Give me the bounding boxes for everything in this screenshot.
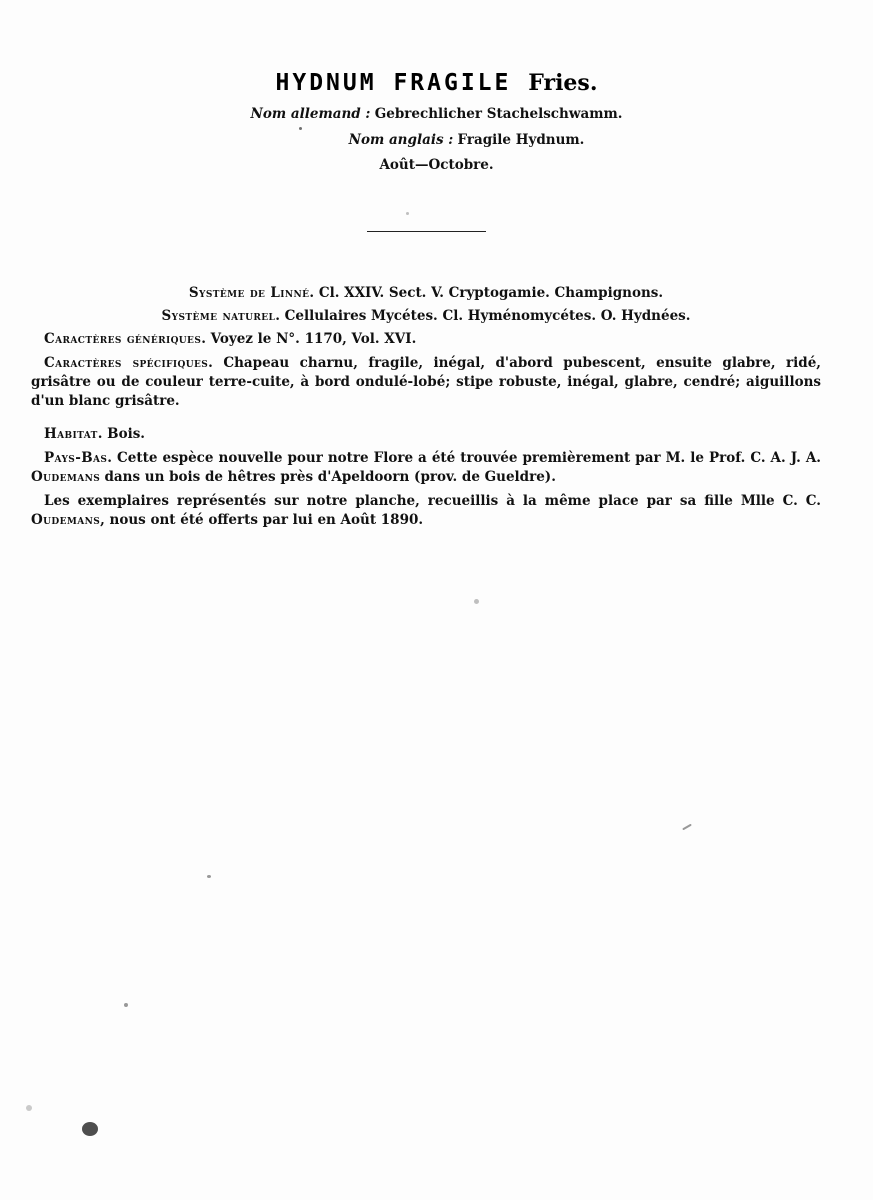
linne-classification bbox=[31, 284, 821, 303]
species-title bbox=[0, 70, 873, 96]
species-name: HYDNUM FRAGILE bbox=[275, 70, 512, 96]
distribution-text-before: Cette espèce nouvelle pour notre Flore a été trouvée premièrement par M. le Prof. C. A. J. A. bbox=[117, 450, 821, 466]
specimens-person: Oudemans, bbox=[31, 512, 106, 528]
ink-speck bbox=[207, 875, 211, 878]
specimens-paragraph bbox=[31, 492, 821, 530]
linne-label: Système de Linné. bbox=[188, 285, 315, 301]
specific-text: Chapeau charnu, fragile, inégal, d'abord pubescent, ensuite glabre, ridé, grisâtre ou de couleur terre-cuite, à bord ondulé-lobé; stipe robuste, inégal, glabre, cendré; aiguillons d'un blanc grisâtre. bbox=[31, 355, 821, 409]
habitat bbox=[44, 425, 834, 444]
section-divider bbox=[367, 231, 486, 232]
german-name-value: Gebrechlicher Stachelschwamm. bbox=[374, 106, 623, 122]
english-name-line bbox=[0, 132, 873, 148]
ink-speck bbox=[82, 1122, 98, 1136]
ink-speck bbox=[26, 1105, 32, 1111]
english-name-value: Fragile Hydnum. bbox=[457, 132, 585, 148]
ink-speck bbox=[124, 1003, 128, 1007]
species-author: Fries. bbox=[528, 70, 598, 96]
season-line: Août—Octobre. bbox=[379, 157, 494, 173]
generic-text: Voyez le N°. 1170, Vol. XVI. bbox=[210, 331, 417, 347]
distribution-person: Oudemans bbox=[31, 469, 101, 485]
german-name-line bbox=[0, 106, 873, 122]
ink-speck bbox=[682, 824, 692, 831]
ink-speck bbox=[474, 599, 479, 604]
naturel-text: Cellulaires Mycétes. Cl. Hyménomycétes. O. Hydnées. bbox=[284, 308, 691, 324]
distribution-label: Pays-Bas. bbox=[44, 450, 113, 466]
specimens-text-before: Les exemplaires représentés sur notre planche, recueillis à la même place par sa fille Mlle C. C. bbox=[44, 493, 821, 509]
generic-characters bbox=[44, 330, 834, 349]
german-name-label: Nom allemand : bbox=[250, 106, 371, 122]
linne-text: Cl. XXIV. Sect. V. Cryptogamie. Champignons. bbox=[318, 285, 664, 301]
ink-speck bbox=[406, 212, 409, 215]
habitat-label: Habitat. bbox=[44, 426, 103, 442]
specific-label: Caractères spécifiques. bbox=[44, 355, 214, 371]
naturel-label: Système naturel. bbox=[161, 308, 281, 324]
specific-characters bbox=[31, 354, 821, 411]
specimens-text-after: nous ont été offerts par lui en Août 1890. bbox=[109, 512, 424, 528]
english-name-label: Nom anglais : bbox=[348, 132, 454, 148]
natural-classification bbox=[31, 307, 821, 326]
distribution-text-after: dans un bois de hêtres près d'Apeldoorn (prov. de Gueldre). bbox=[104, 469, 556, 485]
habitat-text: Bois. bbox=[107, 426, 145, 442]
distribution-paragraph bbox=[31, 449, 821, 487]
generic-label: Caractères génériques. bbox=[44, 331, 207, 347]
ink-speck bbox=[299, 127, 302, 130]
